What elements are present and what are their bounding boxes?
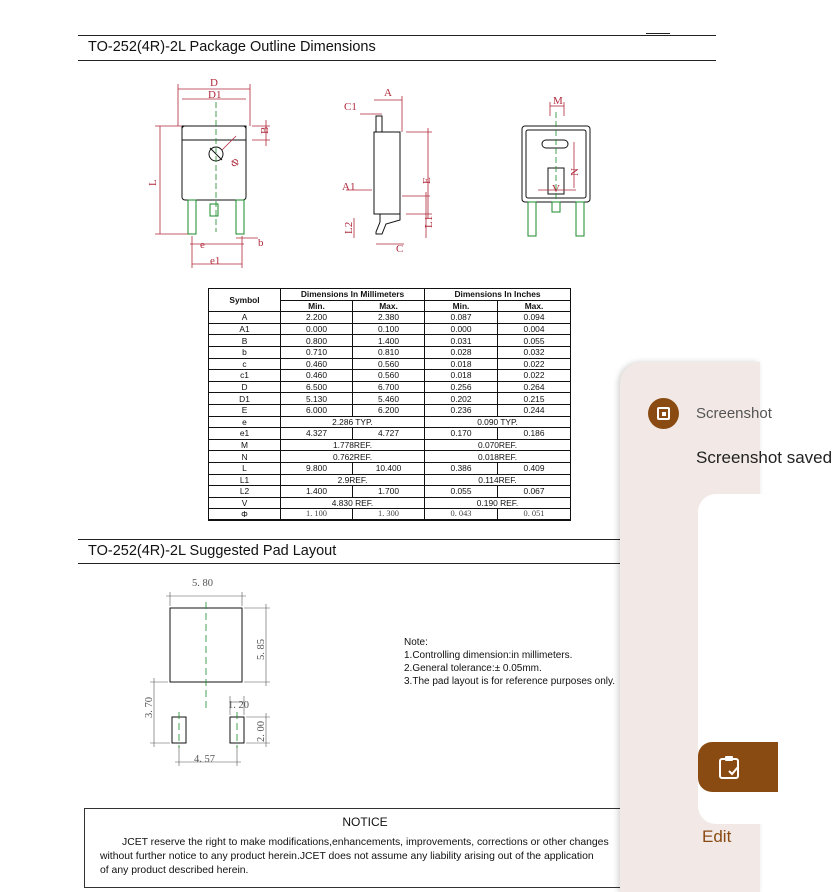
table-cell: 0. 043	[425, 509, 498, 521]
edit-button[interactable]: Edit	[702, 827, 732, 846]
table-cell: 0.087	[425, 312, 498, 324]
table-cell: 0.264	[498, 381, 571, 393]
table-cell: 6.200	[353, 404, 425, 416]
table-cell: 0.762REF.	[281, 451, 425, 463]
panel-title: Screenshot	[696, 405, 772, 422]
table-cell: 0.460	[281, 358, 353, 370]
clipboard-button[interactable]	[698, 742, 778, 792]
package-section-title: TO-252(4R)-2L Package Outline Dimensions	[88, 39, 376, 55]
table-row	[209, 497, 571, 509]
table-cell: 1. 300	[353, 509, 425, 521]
table-cell: 0.090 TYP.	[425, 416, 571, 428]
note-line-1: 1.Controlling dimension:in millimeters.	[404, 650, 573, 661]
note-title: Note:	[404, 637, 428, 648]
table-cell: N	[209, 451, 281, 463]
table-cell: 0.022	[498, 370, 571, 382]
table-cell: E	[209, 404, 281, 416]
svg-text:b: b	[258, 237, 264, 249]
table-cell: 4.830 REF.	[281, 497, 425, 509]
front-view	[182, 126, 246, 234]
table-cell: Φ	[209, 509, 281, 521]
table-row	[209, 346, 571, 358]
table-cell: 0.055	[425, 486, 498, 498]
notice-line-1: JCET reserve the right to make modifications,enhancements, improvements, corrections or other changes	[122, 837, 609, 848]
table-cell: 1.778REF.	[281, 439, 425, 451]
table-cell: 0.256	[425, 381, 498, 393]
table-cell: B	[209, 335, 281, 347]
table-cell: 6.700	[353, 381, 425, 393]
table-cell: 2.286 TYP.	[281, 416, 425, 428]
table-cell: 0.236	[425, 404, 498, 416]
table-mm-header: Dimensions In Millimeters	[281, 289, 425, 301]
table-cell: 0.215	[498, 393, 571, 405]
table-row	[209, 393, 571, 405]
table-cell: 0.386	[425, 462, 498, 474]
table-cell: c1	[209, 370, 281, 382]
table-cell: 0.810	[353, 346, 425, 358]
pad-width-label: 5. 80	[192, 578, 213, 589]
svg-text:M: M	[553, 95, 563, 107]
dimensions-table	[208, 288, 571, 521]
table-cell: 0.409	[498, 462, 571, 474]
table-in-max-header: Max.	[498, 300, 571, 312]
table-cell: 2.9REF.	[281, 474, 425, 486]
table-cell: 0.055	[498, 335, 571, 347]
table-row	[209, 370, 571, 382]
table-cell: 4.327	[281, 428, 353, 440]
table-cell: 10.400	[353, 462, 425, 474]
table-cell: 0.100	[353, 323, 425, 335]
table-cell: A1	[209, 323, 281, 335]
svg-text:e1: e1	[210, 255, 221, 267]
table-cell: L2	[209, 486, 281, 498]
table-cell: 1.400	[281, 486, 353, 498]
table-symbol-header: Symbol	[209, 289, 281, 312]
table-cell: 1.700	[353, 486, 425, 498]
table-mm-max-header: Max.	[353, 300, 425, 312]
table-row	[209, 462, 571, 474]
pad-height-label: 5. 85	[256, 639, 267, 660]
table-cell: b	[209, 346, 281, 358]
table-cell: 0.000	[281, 323, 353, 335]
table-row	[209, 439, 571, 451]
svg-text:D1: D1	[208, 89, 222, 101]
note-line-3: 3.The pad layout is for reference purposes only.	[404, 676, 616, 687]
svg-text:E: E	[421, 177, 433, 184]
table-row	[209, 404, 571, 416]
table-cell: 0.018	[425, 370, 498, 382]
table-cell: 6.000	[281, 404, 353, 416]
svg-text:A1: A1	[342, 181, 356, 193]
svg-text:D: D	[210, 77, 218, 89]
table-cell: 0.202	[425, 393, 498, 405]
table-row	[209, 451, 571, 463]
top-rule	[78, 35, 716, 36]
pad-pitch-label: 4. 57	[194, 754, 215, 765]
table-cell: 0.094	[498, 312, 571, 324]
table-cell: 5.460	[353, 393, 425, 405]
table-cell: c	[209, 358, 281, 370]
table-cell: 0.560	[353, 358, 425, 370]
table-cell: 0.004	[498, 323, 571, 335]
pad-title-rule	[78, 563, 623, 564]
table-cell: A	[209, 312, 281, 324]
table-cell: 0.170	[425, 428, 498, 440]
table-cell: 0.800	[281, 335, 353, 347]
svg-text:e: e	[200, 239, 205, 251]
table-row	[209, 416, 571, 428]
table-row	[209, 486, 571, 498]
table-cell: 0.190 REF.	[425, 497, 571, 509]
table-cell: 6.500	[281, 381, 353, 393]
clipboard-check-icon	[716, 754, 742, 780]
screenshot-panel[interactable]	[620, 362, 832, 892]
table-row	[209, 335, 571, 347]
screenshot-icon	[648, 398, 679, 429]
pad-layout-drawing	[130, 572, 290, 772]
table-in-header: Dimensions In Inches	[425, 289, 571, 301]
svg-text:L: L	[147, 179, 159, 186]
svg-text:N: N	[569, 168, 581, 176]
table-cell: 0.028	[425, 346, 498, 358]
table-cell: 1. 100	[281, 509, 353, 521]
table-in-min-header: Min.	[425, 300, 498, 312]
table-cell: 0.560	[353, 370, 425, 382]
table-cell: 0.000	[425, 323, 498, 335]
svg-text:C: C	[396, 243, 404, 255]
table-cell: L	[209, 462, 281, 474]
pad-section-title: TO-252(4R)-2L Suggested Pad Layout	[88, 543, 337, 559]
panel-subtitle: Screenshot saved	[696, 448, 832, 467]
table-row	[209, 323, 571, 335]
table-cell: 5.130	[281, 393, 353, 405]
table-row	[209, 381, 571, 393]
table-cell: 1.400	[353, 335, 425, 347]
table-mm-min-header: Min.	[281, 300, 353, 312]
table-cell: 0.018REF.	[425, 451, 571, 463]
table-cell: e	[209, 416, 281, 428]
table-cell: D1	[209, 393, 281, 405]
svg-text:B: B	[259, 126, 271, 134]
table-row	[209, 428, 571, 440]
top-rule-short	[646, 33, 670, 34]
pad-height-small-label: 2. 00	[256, 721, 267, 742]
svg-text:A: A	[384, 87, 392, 99]
table-cell: e1	[209, 428, 281, 440]
pad-top-rule	[78, 539, 623, 540]
table-cell: 0.022	[498, 358, 571, 370]
table-cell: 0.460	[281, 370, 353, 382]
notice-line-3: of any product described herein.	[100, 865, 249, 876]
table-row	[209, 312, 571, 324]
svg-text:C1: C1	[344, 101, 357, 113]
svg-text:L1: L1	[423, 215, 435, 228]
pad-width-small-label: 1. 20	[228, 700, 249, 711]
pad-left-label: 3. 70	[144, 697, 155, 718]
table-row	[209, 358, 571, 370]
table-cell: 9.800	[281, 462, 353, 474]
table-cell: 0. 051	[498, 509, 571, 521]
notice-line-2: without further notice to any product herein.JCET does not assume any liability arising out of the application	[100, 851, 594, 862]
table-cell: 2.200	[281, 312, 353, 324]
svg-text:V: V	[552, 183, 560, 195]
table-cell: 0.067	[498, 486, 571, 498]
table-cell: 2.380	[353, 312, 425, 324]
table-cell: D	[209, 381, 281, 393]
table-cell: M	[209, 439, 281, 451]
svg-text:Φ: Φ	[228, 156, 243, 170]
table-cell: 0.244	[498, 404, 571, 416]
table-cell: 0.114REF.	[425, 474, 571, 486]
table-row	[209, 509, 571, 521]
table-cell: 0.018	[425, 358, 498, 370]
table-row	[209, 474, 571, 486]
notice-title: NOTICE	[342, 815, 388, 829]
table-cell: L1	[209, 474, 281, 486]
table-cell: V	[209, 497, 281, 509]
table-cell: 0.070REF.	[425, 439, 571, 451]
package-outline-drawing	[140, 72, 610, 272]
table-cell: 0.710	[281, 346, 353, 358]
table-cell: 0.031	[425, 335, 498, 347]
table-cell: 0.032	[498, 346, 571, 358]
table-cell: 4.727	[353, 428, 425, 440]
note-line-2: 2.General tolerance:± 0.05mm.	[404, 663, 542, 674]
svg-text:L2: L2	[343, 221, 355, 234]
table-cell: 0.186	[498, 428, 571, 440]
package-title-rule	[78, 60, 716, 61]
note-block	[404, 636, 622, 688]
